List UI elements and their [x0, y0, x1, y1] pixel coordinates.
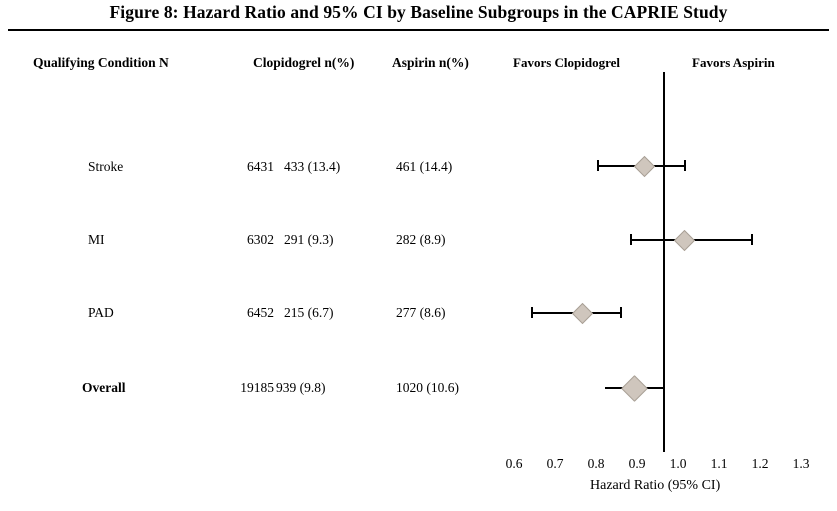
axis-tick-label: 1.0: [669, 456, 687, 471]
axis-tick-label: 0.9: [628, 456, 646, 471]
figure-title: Figure 8: Hazard Ratio and 95% CI by Baseline Subgroups in the CAPRIE Study: [109, 2, 728, 22]
estimate-marker-mi: [674, 230, 695, 251]
axis-tick-label: 0.6: [505, 456, 523, 471]
table-row-n: 19185: [240, 380, 274, 395]
table-row-clopidogrel: 291 (9.3): [284, 232, 334, 247]
table-row: Stroke: [88, 159, 124, 174]
estimate-marker-overall: [621, 375, 648, 402]
ci-cap-left-pad: [531, 307, 533, 318]
table-row-clopidogrel: 433 (13.4): [284, 159, 341, 174]
table-row: MI: [88, 232, 105, 247]
table-row-aspirin: 1020 (10.6): [396, 380, 459, 395]
estimate-marker-stroke: [634, 156, 655, 177]
estimate-marker-pad: [572, 303, 593, 324]
legend-favors-aspirin: Favors Aspirin: [692, 55, 775, 70]
column-header-condition: Qualifying Condition N: [33, 55, 169, 70]
table-row-n: 6302: [247, 232, 274, 247]
axis-tick-label: 1.1: [710, 456, 728, 471]
ci-cap-right-pad: [620, 307, 622, 318]
table-row-n: 6431: [247, 159, 274, 174]
axis-tick-label: 1.3: [792, 456, 810, 471]
ci-cap-right-mi: [751, 234, 753, 245]
table-row-aspirin: 282 (8.9): [396, 232, 446, 247]
axis-tick-label: 0.8: [587, 456, 605, 471]
axis-tick-label: 0.7: [546, 456, 564, 471]
legend-favors-clopidogrel: Favors Clopidogrel: [513, 55, 621, 70]
table-row: PAD: [88, 305, 114, 320]
axis-title-x: Hazard Ratio (95% CI): [590, 478, 721, 493]
table-row-clopidogrel: 215 (6.7): [284, 305, 334, 320]
ci-cap-left-mi: [630, 234, 632, 245]
table-row-clopidogrel: 939 (9.8): [276, 380, 326, 395]
table-row-aspirin: 277 (8.6): [396, 305, 446, 320]
axis-tick-label: 1.2: [751, 456, 769, 471]
table-row-n: 6452: [247, 305, 274, 320]
ci-cap-left-stroke: [597, 160, 599, 171]
column-header-clopidogrel: Clopidogrel n(%): [253, 55, 355, 70]
table-row-aspirin: 461 (14.4): [396, 159, 453, 174]
column-header-aspirin: Aspirin n(%): [392, 55, 469, 70]
reference-line-null: [663, 72, 665, 452]
table-row: Overall: [82, 380, 126, 395]
ci-cap-right-stroke: [684, 160, 686, 171]
